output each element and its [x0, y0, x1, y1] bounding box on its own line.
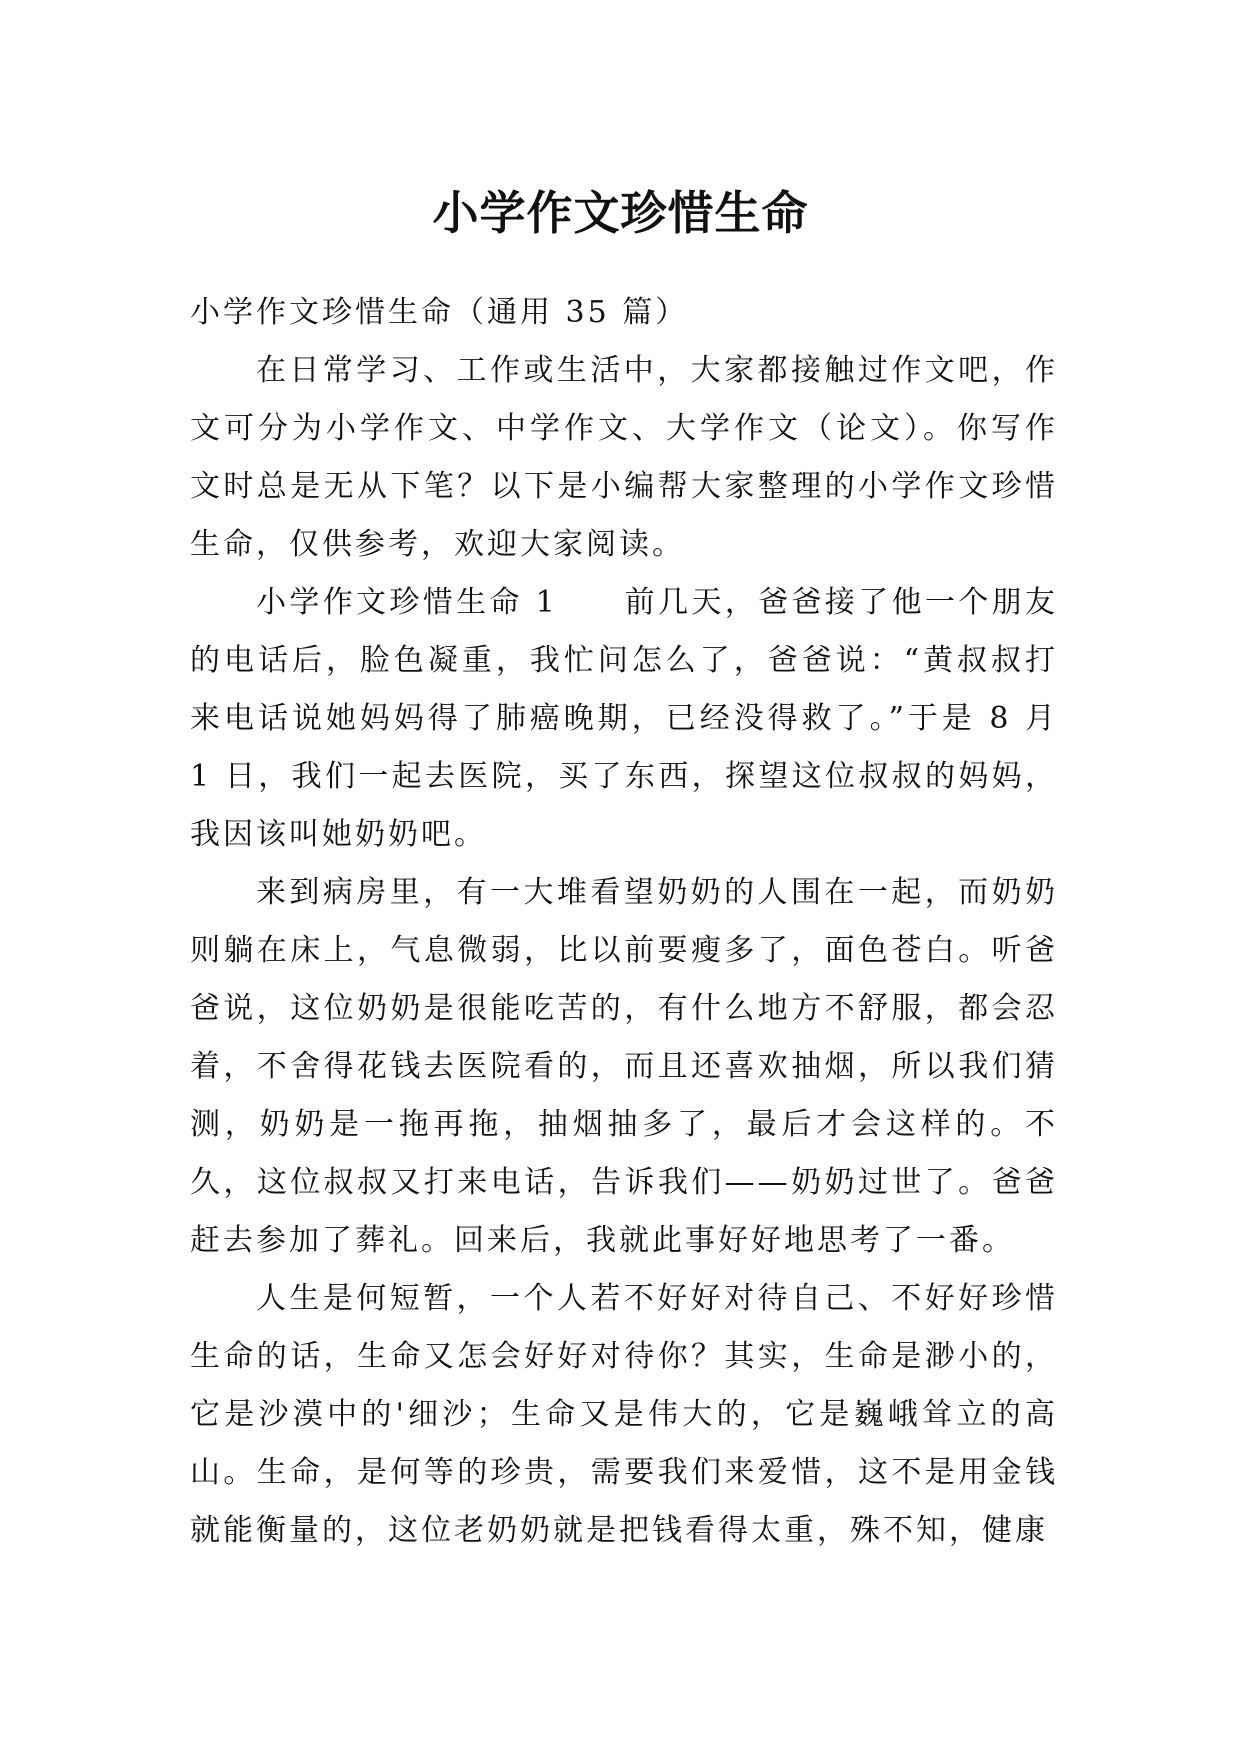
paragraph-reflection: 人生是何短暂，一个人若不好好对待自己、不好好珍惜生命的话，生命又怎会好好对待你？其实，生命是渺小的，它是沙漠中的'细沙；生命又是伟大的，它是巍峨耸立的高山。生命，是何等的珍贵，需要我们来爱惜，这不是用金钱就能衡量的，这位老奶奶就是把钱看得太重，殊不知，健康	[190, 1281, 1058, 1548]
document-subtitle: 小学作文珍惜生命（通用 35 篇）	[190, 295, 689, 330]
paragraph-hospital-visit: 来到病房里，有一大堆看望奶奶的人围在一起，而奶奶则躺在床上，气息微弱，比以前要瘦多了，面色苍白。听爸爸说，这位奶奶是很能吃苦的，有什么地方不舒服，都会忍着，不舍得花钱去医院看的，而且还喜欢抽烟，所以我们猜测，奶奶是一拖再拖，抽烟抽多了，最后才会这样的。不久，这位叔叔又打来电话，告诉我们——奶奶过世了。爸爸赶去参加了葬礼。回来后，我就此事好好地思考了一番。	[190, 875, 1058, 1258]
paragraph-intro: 在日常学习、工作或生活中，大家都接触过作文吧，作文可分为小学作文、中学作文、大学作文（论文）。你写作文时总是无从下笔？以下是小编帮大家整理的小学作文珍惜生命，仅供参考，欢迎大家阅读。	[190, 353, 1058, 562]
paragraph-essay-1-opening: 小学作文珍惜生命 1 前几天，爸爸接了他一个朋友的电话后，脸色凝重，我忙问怎么了，爸爸说：“黄叔叔打来电话说她妈妈得了肺癌晚期，已经没得救了。”于是 8 月 1 日，我们一起去医院，买了东西，探望这位叔叔的妈妈，我因该叫她奶奶吧。	[190, 585, 1058, 852]
document-title: 小学作文珍惜生命	[432, 185, 809, 240]
document-body	[190, 284, 1058, 1560]
